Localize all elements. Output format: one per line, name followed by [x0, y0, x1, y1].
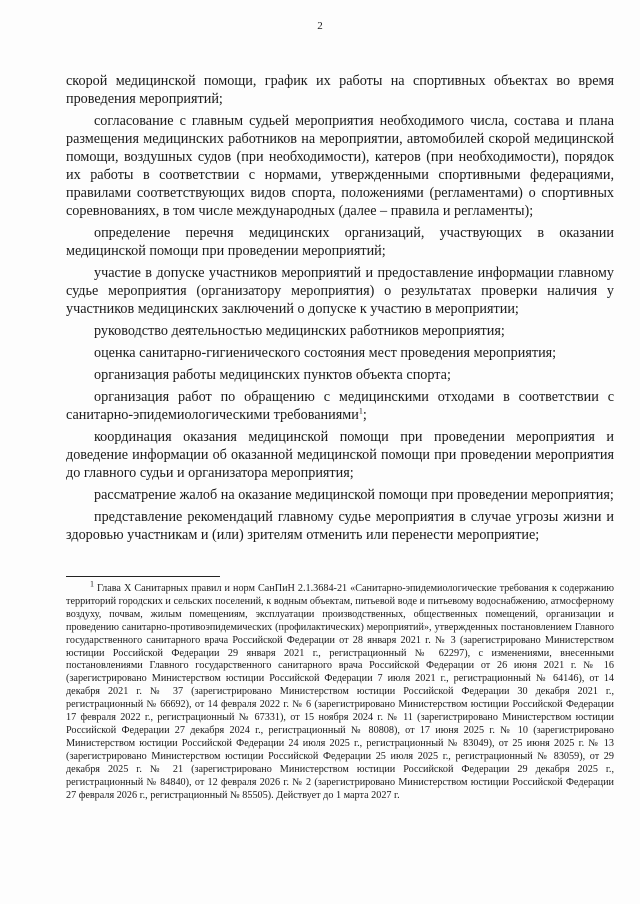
document-body	[66, 72, 614, 548]
footnote-marker: 1	[90, 579, 94, 589]
paragraph-coordination-with-judge: согласование с главным судьей мероприятия необходимого числа, состава и плана размещения медицинских работников на мероприятии, автомобилей скорой медицинской помощи, воздушных судов (при необходимости), катеров (при необходимости), порядок их работы в соответствии с нормами, утвержденными спортивными федерациями, правилами соответствующих видов спорта, положениями (регламентами) о спортивных соревнованиях, в том числе международных (далее – правила и регламенты);	[66, 113, 614, 219]
paragraph-medical-waste-text: организация работ по обращению с медицинскими отходами в соответствии с санитарно-эпидемиологическими требованиями	[66, 389, 614, 423]
footnote-text: Глава X Санитарных правил и норм СанПиН 2.1.3684-21 «Санитарно-эпидемиологические требования к содержанию территорий городских и сельских поселений, к водным объектам, питьевой воде и питьевому водоснабжению, атмосферному воздуху, почвам, жилым помещениям, эксплуатации производственных, общественных помещений, организации и проведению санитарно-противоэпидемических (профилактических) мероприятий», утвержденных постановлением Главного государственного санитарного врача Российской Федерации от 28 января 2021 г. № 3 (зарегистрировано Министерством юстиции Российской Федерации 29 января 2021 г., регистрационный № 62297), с изменениями, внесенными постановлениями Главного государственного санитарного врача Российской Федерации от 26 июня 2021 г. № 16 (зарегистрировано Министерством юстиции Российской Федерации 7 июля 2021 г., регистрационный № 64146), от 14 декабря 2021 г. № 37 (зарегистрировано Министерством юстиции Российской Федерации 30 декабря 2021 г., регистрационный № 66692), от 14 февраля 2022 г. № 6 (зарегистрировано Министерством юстиции Российской Федерации 17 февраля 2022 г., регистрационный № 67331), от 15 ноября 2024 г. № 11 (зарегистрировано Министерством юстиции Российской Федерации 27 декабря 2024 г., регистрационный № 80808), от 17 июня 2025 г. № 10 (зарегистрировано Министерством юстиции Российской Федерации 24 июля 2025 г., регистрационный № 83049), от 25 июня 2025 г. № 13 (зарегистрировано Министерством юстиции Российской Федерации 25 июля 2025 г., регистрационный № 83059), от 29 декабря 2025 г. № 21 (зарегистрировано Министерством юстиции Российской Федерации 29 декабря 2025 г., регистрационный № 84840), от 12 февраля 2026 г. № 2 (зарегистрировано Министерством юстиции Российской Федерации 27 февраля 2026 г., регистрационный № 85505). Действует до 1 марта 2027 г.	[66, 583, 615, 801]
paragraph-medical-organizations: определение перечня медицинских организаций, участвующих в оказании медицинской помощи при проведении мероприятий;	[66, 225, 614, 259]
footnote-divider	[66, 576, 220, 577]
footnote	[66, 579, 615, 802]
paragraph-medical-points: организация работы медицинских пунктов объекта спорта;	[94, 367, 451, 383]
page-number: 2	[317, 20, 323, 32]
paragraph-medical-waste-end: ;	[362, 407, 367, 423]
paragraph-participant-admission: участие в допуске участников мероприятий и предоставление информации главному судье мероприятия (организатору мероприятия) о результатах проверки наличия у участников медицинских заключений о допуске к участию в мероприятии;	[66, 265, 614, 317]
paragraph-care-coordination: координация оказания медицинской помощи при проведении мероприятия и доведение информации об оказанной медицинской помощи при проведении мероприятия до главного судьи и организатора мероприятия;	[66, 429, 614, 481]
paragraph-recommendations: представление рекомендаций главному судье мероприятия в случае угрозы жизни и здоровью участникам и (или) зрителям отменить или перенести мероприятие;	[66, 509, 614, 543]
paragraph-complaints: рассматрение жалоб на оказание медицинской помощи при проведении мероприятия;	[94, 487, 614, 503]
paragraph-staff-management: руководство деятельностью медицинских работников мероприятия;	[94, 323, 505, 339]
paragraph-ambulance-schedule: скорой медицинской помощи, график их работы на спортивных объектах во время проведения мероприятий;	[66, 73, 614, 107]
paragraph-sanitary-assessment: оценка санитарно-гигиенического состояния мест проведения мероприятия;	[94, 345, 557, 361]
footnote-reference[interactable]: 1	[358, 406, 363, 416]
paragraph-medical-waste	[66, 388, 614, 424]
